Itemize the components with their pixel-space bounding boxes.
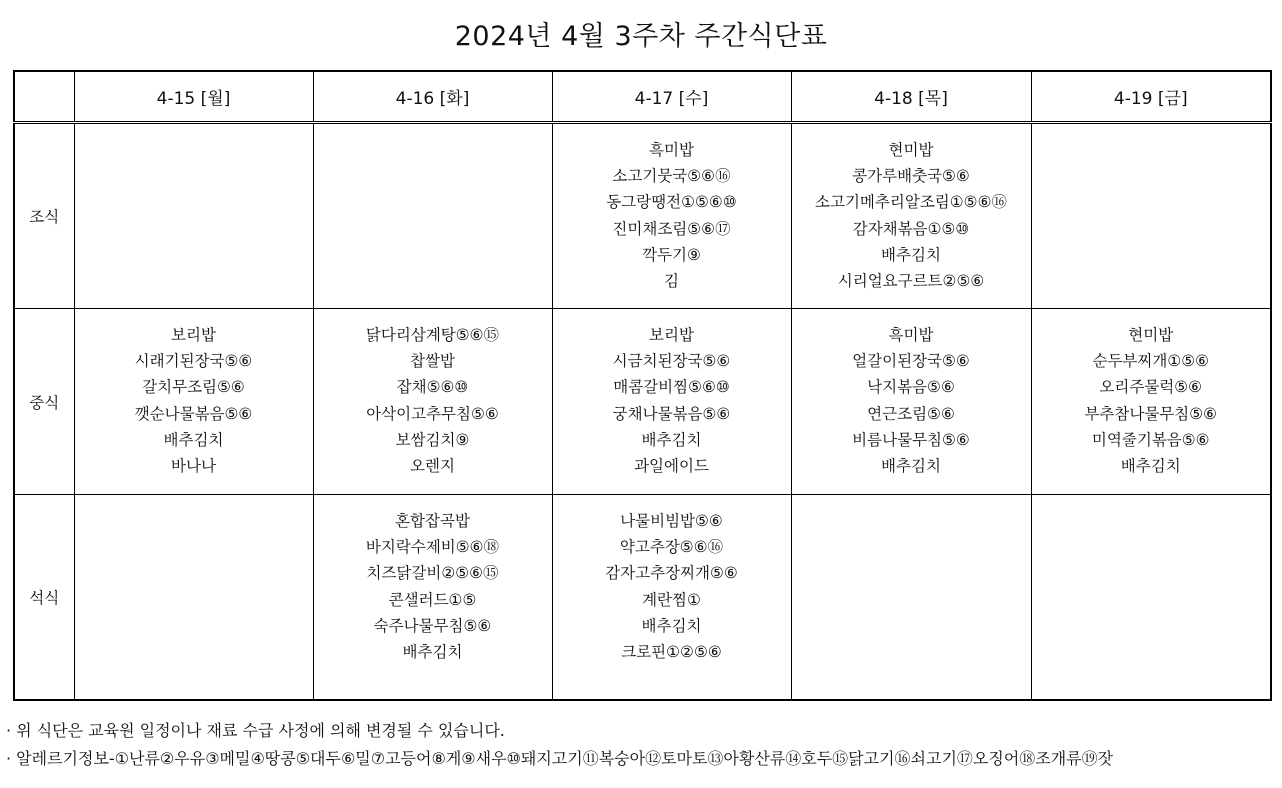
menu-item: 낙지볶음⑤⑥	[867, 378, 955, 397]
menu-item: 순두부찌개①⑤⑥	[1092, 352, 1210, 371]
day-header: 4-19 [금]	[1031, 71, 1271, 123]
menu-item: 흑미밥	[649, 141, 694, 159]
menu-item: 보리밥	[171, 326, 216, 344]
menu-item: 시금치된장국⑤⑥	[612, 352, 731, 371]
menu-item: 궁채나물볶음⑤⑥	[612, 404, 731, 423]
menu-item: 배추김치	[402, 643, 463, 662]
menu-item: 미역줄기볶음⑤⑥	[1091, 430, 1210, 449]
note-change-notice: · 위 식단은 교육원 일정이나 재료 수급 사정에 의해 변경될 수 있습니다.	[6, 721, 505, 740]
note-allergy-info: · 알레르기정보-①난류②우유③메밀④땅콩⑤대두⑥밀⑦고등어⑧게⑨새우⑩돼지고기⑪복숭아⑫토마토⑬아황산류⑭호두⑮닭고기⑯쇠고기⑰오징어⑱조개류⑲잣	[6, 749, 1114, 768]
menu-item: 오렌지	[410, 457, 455, 476]
menu-item: 찹쌀밥	[410, 352, 455, 371]
meal-row	[14, 309, 1271, 495]
menu-cell	[313, 123, 552, 309]
menu-item: 콘샐러드①⑤	[388, 590, 477, 609]
menu-cell	[313, 309, 552, 495]
menu-item: 감자채볶음①⑤⑩	[852, 219, 970, 238]
menu-cell	[791, 495, 1031, 700]
menu-item: 배추김치	[641, 616, 702, 635]
page-title: 2024년 4월 3주차 주간식단표	[454, 21, 828, 52]
menu-item: 깻순나물볶음⑤⑥	[134, 404, 253, 423]
notes	[6, 717, 1113, 773]
menu-item: 배추김치	[881, 457, 941, 476]
menu-cell	[791, 309, 1031, 495]
menu-item: 나물비빔밥⑤⑥	[620, 512, 723, 530]
menu-item: 바나나	[171, 457, 216, 476]
menu-cell	[552, 123, 791, 309]
menu-item: 보쌈김치⑨	[395, 430, 470, 449]
menu-cell	[552, 495, 791, 700]
day-header: 4-18 [목]	[791, 71, 1031, 123]
menu-item: 콩가루배춧국⑤⑥	[852, 167, 970, 186]
menu-cell	[1031, 495, 1271, 700]
menu-item: 치즈닭갈비②⑤⑥⑮	[366, 564, 499, 583]
menu-cell	[791, 123, 1031, 309]
menu-item: 시리얼요구르트②⑤⑥	[837, 272, 985, 291]
menu-item: 약고추장⑤⑥⑯	[619, 538, 724, 557]
menu-item: 깍두기⑨	[642, 245, 701, 264]
menu-cell	[74, 309, 313, 495]
day-header: 4-15 [월]	[74, 71, 313, 123]
menu-item: 비름나물무침⑤⑥	[852, 430, 970, 449]
menu-item: 아삭이고추무침⑤⑥	[366, 404, 499, 423]
day-header: 4-17 [수]	[552, 71, 791, 123]
menu-cell	[1031, 123, 1271, 309]
menu-item: 계란찜①	[642, 590, 701, 609]
menu-cell	[552, 309, 791, 495]
menu-item: 소고기뭇국⑤⑥⑯	[612, 167, 731, 186]
meal-label: 조식	[14, 123, 74, 309]
menu-item: 과일에이드	[634, 457, 709, 476]
menu-item: 숙주나물무침⑤⑥	[373, 616, 492, 635]
menu-cell	[74, 495, 313, 700]
menu-item: 보리밥	[649, 326, 694, 344]
menu-item: 흑미밥	[888, 326, 934, 344]
meal-row	[14, 495, 1271, 700]
header-row	[14, 71, 1271, 123]
menu-cell	[74, 123, 313, 309]
menu-item: 김	[664, 272, 679, 291]
menu-item: 얼갈이된장국⑤⑥	[852, 352, 970, 371]
menu-cell	[313, 495, 552, 700]
menu-item: 매콤갈비찜⑤⑥⑩	[613, 378, 730, 397]
menu-item: 혼합잡곡밥	[395, 512, 470, 530]
menu-item: 진미채조림⑤⑥⑰	[612, 219, 731, 238]
weekly-menu-table	[13, 70, 1272, 701]
menu-item: 연근조림⑤⑥	[867, 404, 955, 423]
menu-item: 감자고추장찌개⑤⑥	[605, 564, 738, 583]
menu-item: 크로핀①②⑤⑥	[621, 643, 722, 662]
menu-item: 배추김치	[1120, 457, 1181, 476]
meal-label: 석식	[14, 495, 74, 700]
menu-item: 시래기된장국⑤⑥	[134, 352, 253, 371]
menu-item: 바지락수제비⑤⑥⑱	[365, 538, 500, 557]
menu-item: 부추참나물무침⑤⑥	[1084, 404, 1218, 423]
menu-item: 배추김치	[881, 245, 941, 264]
menu-item: 배추김치	[163, 430, 224, 449]
menu-item: 배추김치	[641, 430, 702, 449]
menu-item: 잡채⑤⑥⑩	[396, 378, 469, 397]
menu-item: 현미밥	[888, 141, 934, 159]
menu-item: 닭다리삼계탕⑤⑥⑮	[365, 326, 500, 344]
menu-item: 갈치무조림⑤⑥	[142, 378, 245, 397]
meal-label: 중식	[14, 309, 74, 495]
menu-item: 소고기메추리알조림①⑤⑥⑯	[815, 193, 1007, 212]
day-header: 4-16 [화]	[313, 71, 552, 123]
corner-cell	[14, 71, 74, 123]
meal-row	[14, 123, 1271, 309]
menu-item: 동그랑땡전①⑤⑥⑩	[606, 193, 737, 212]
menu-item: 현미밥	[1128, 326, 1174, 344]
menu-item: 오리주물럭⑤⑥	[1099, 378, 1203, 397]
menu-cell	[1031, 309, 1271, 495]
